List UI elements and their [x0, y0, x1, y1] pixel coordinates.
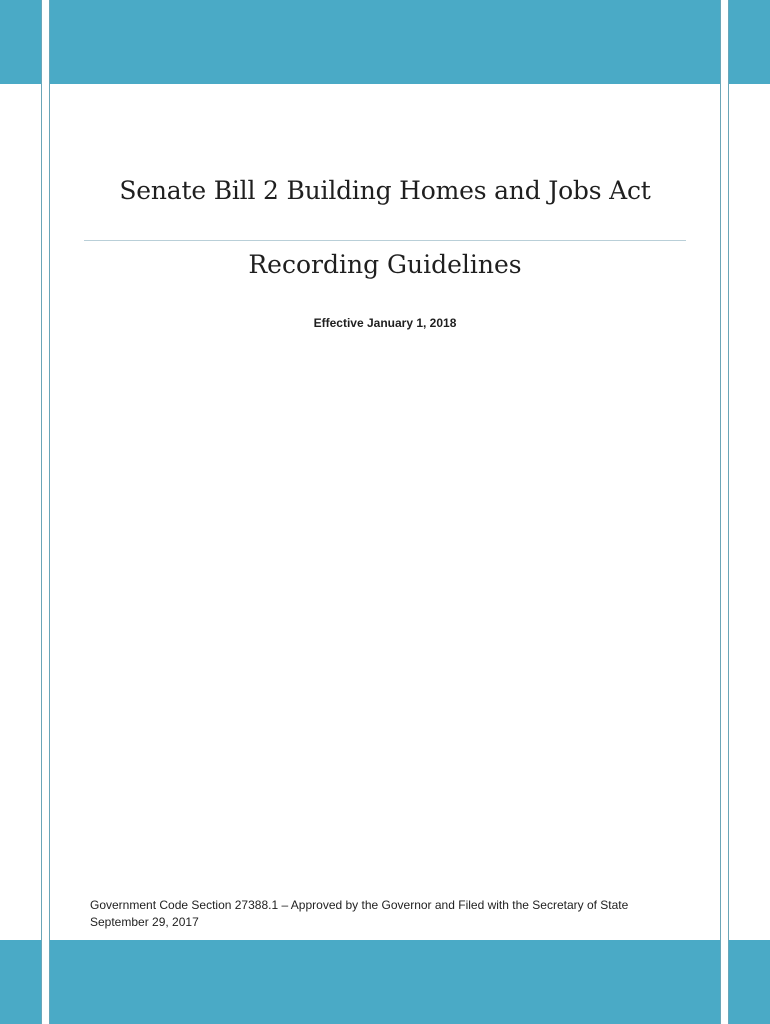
effective-date: Effective January 1, 2018: [313, 316, 457, 330]
footer-band-left: [0, 940, 41, 1024]
header-band-left: [0, 0, 41, 84]
border-line: [41, 0, 42, 1024]
document-subtitle: Recording Guidelines: [248, 250, 522, 279]
footer-line-1: Government Code Section 27388.1 – Approved by the Governor and Filed with the Secretary of State: [90, 898, 629, 912]
footer-band: [50, 940, 720, 1024]
footer-note: [90, 897, 710, 931]
footer-line-2: September 29, 2017: [90, 915, 199, 929]
title-divider: [84, 240, 686, 241]
document-title: Senate Bill 2 Building Homes and Jobs Act: [119, 176, 651, 205]
header-band-right: [729, 0, 770, 84]
border-line: [49, 0, 50, 1024]
footer-band-right: [729, 940, 770, 1024]
border-line: [728, 0, 729, 1024]
header-band: [50, 0, 720, 84]
border-line: [720, 0, 721, 1024]
